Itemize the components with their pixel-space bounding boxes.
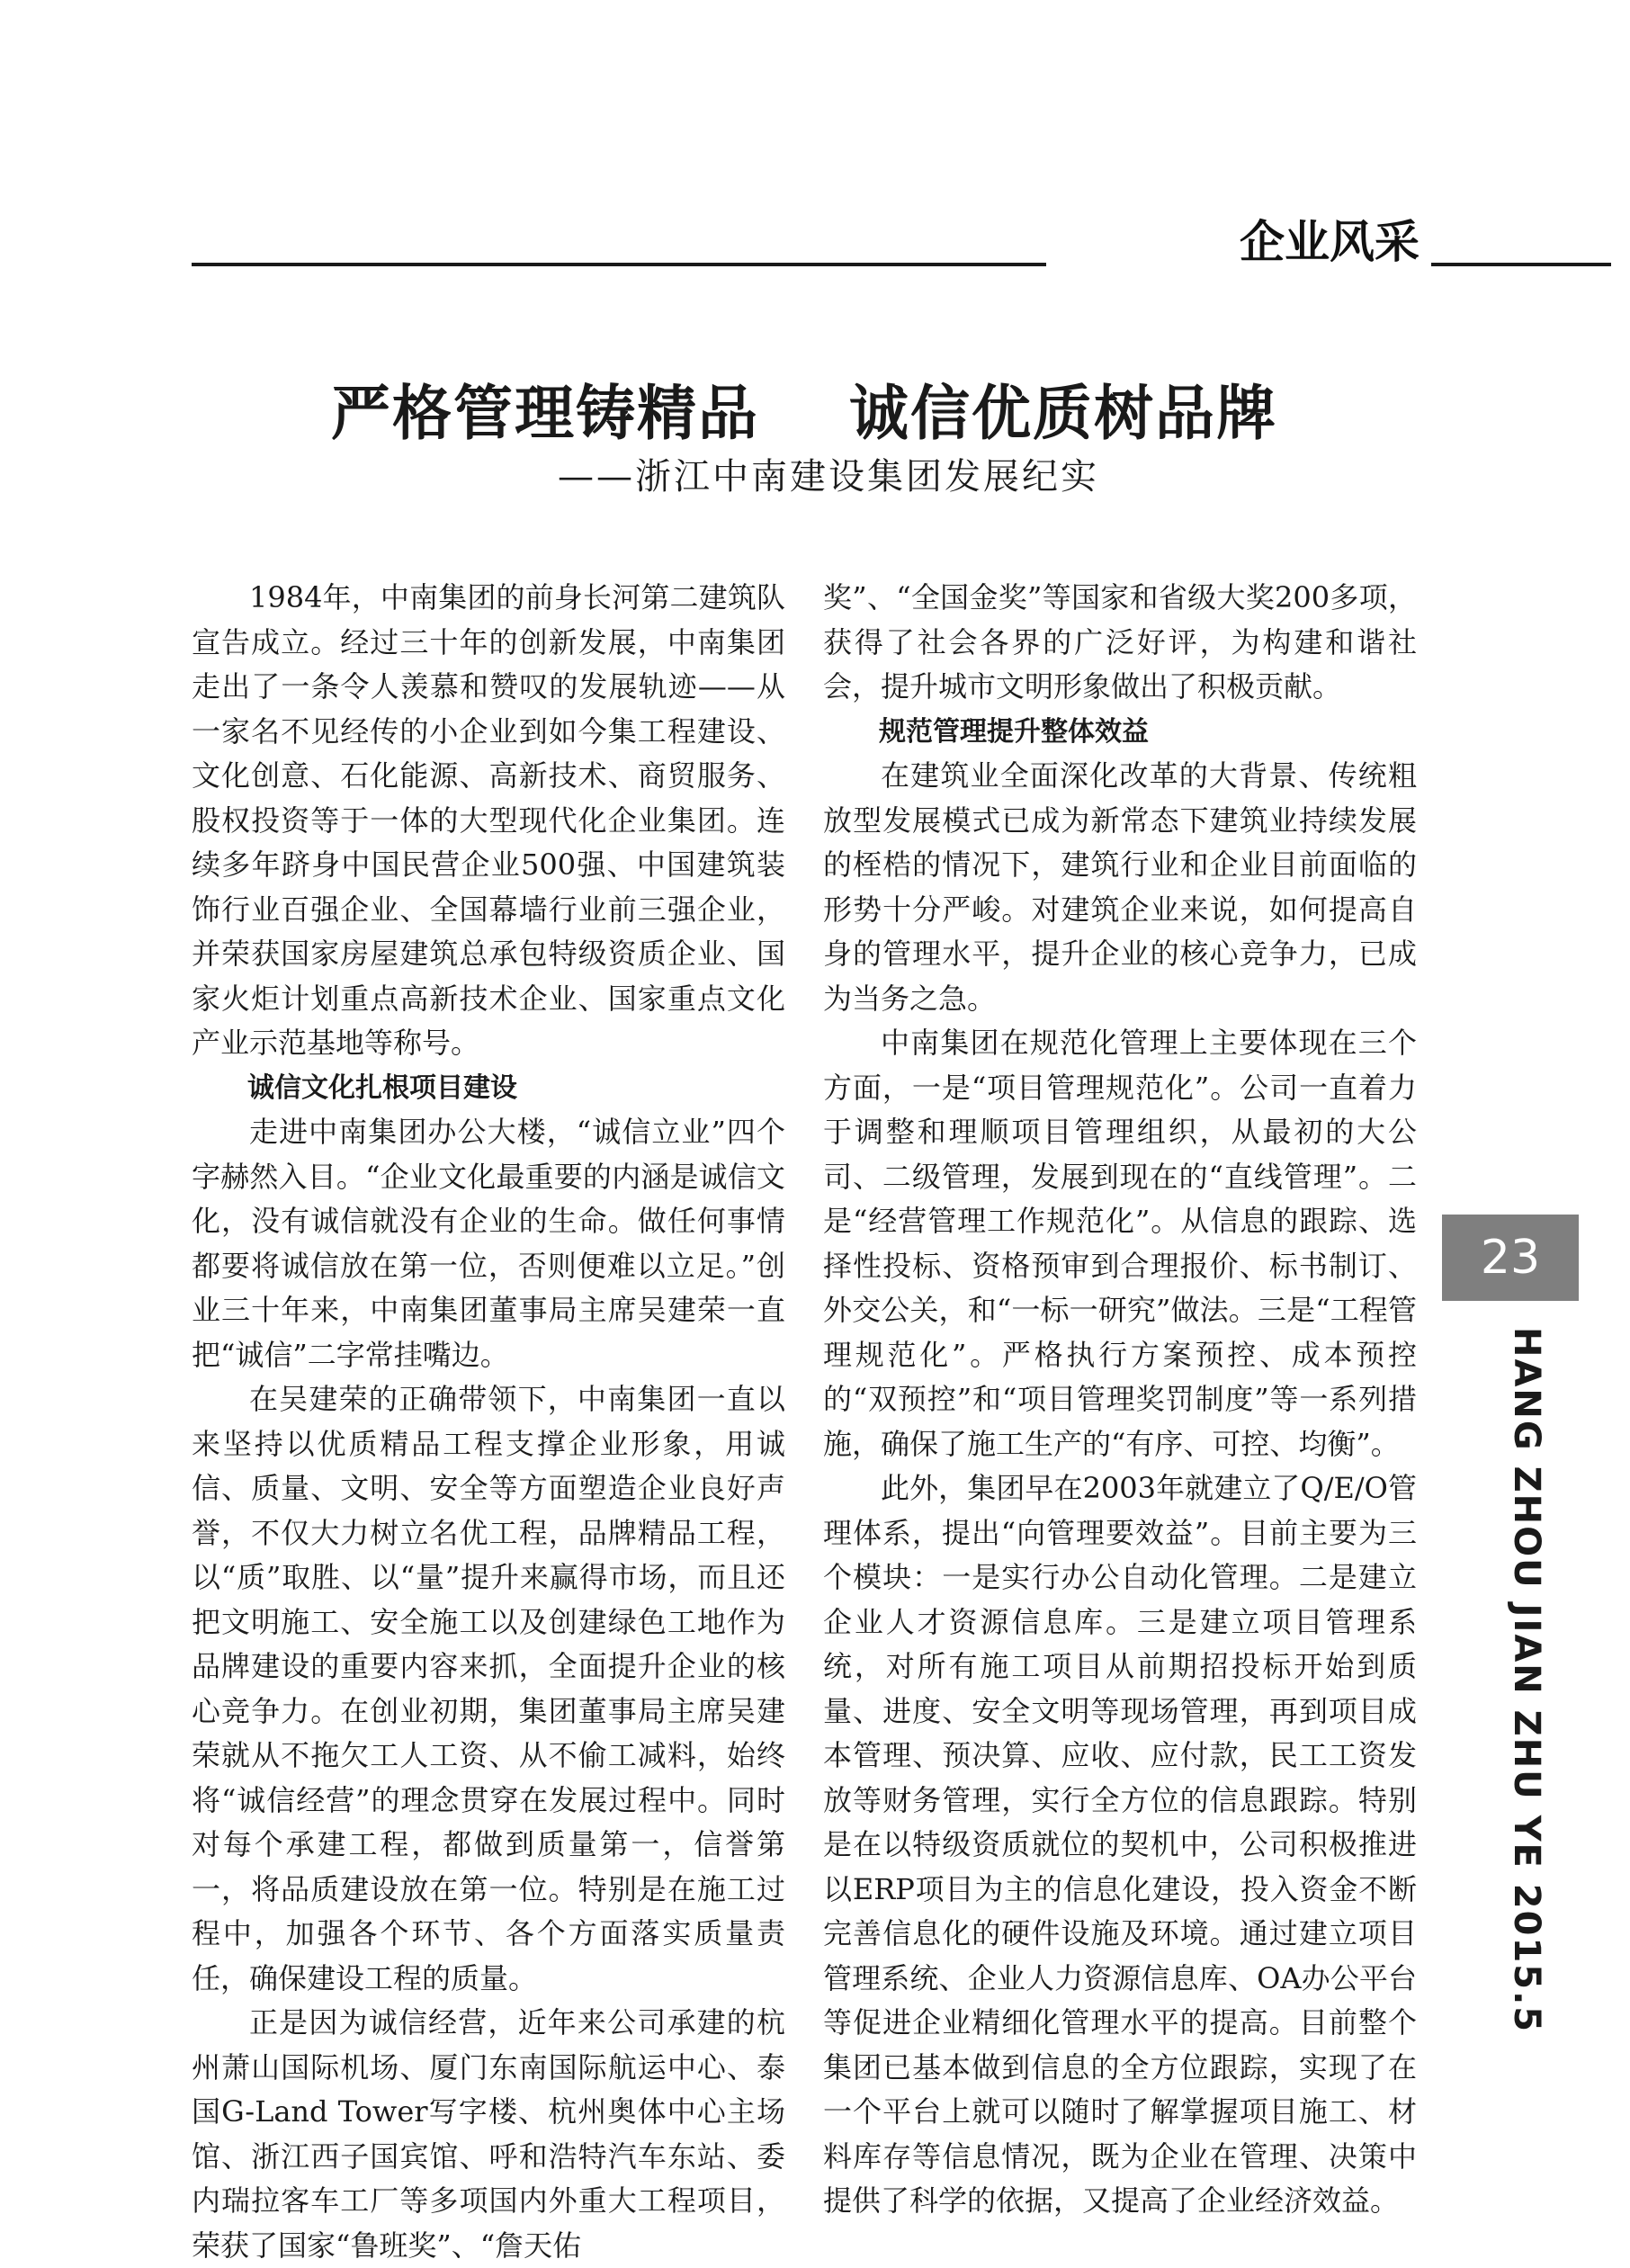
paragraph: 此外，集团早在2003年就建立了Q/E/O管理体系，提出“向管理要效益”。目前主要为三个模块：一是实行办公自动化管理。二是建立企业人才资源信息库。三是建立项目管理系统，对所有施工项目从前期招投标开始到质量、进度、安全文明等现场管理，再到项目成本管理、预决算、应收、应付款，民工工资发放等财务管理，实行全方位的信息跟踪。特别是在以特级资质就位的契机中，公司积极推进以ERP项目为主的信息化建设，投入资金不断完善信息化的硬件设施及环境。通过建立项目管理系统、企业人力资源信息库、OA办公平台等促进企业精细化管理水平的提高。目前整个集团已基本做到信息的全方位跟踪，实现了在一个平台上就可以随时了解掌握项目施工、材料库存等信息情况，既为企业在管理、决策中提供了科学的依据，又提高了企业经济效益。 xyxy=(823,1471,1417,2218)
header-rule-left xyxy=(192,263,1046,266)
section-title: 企业风采 xyxy=(1240,216,1420,268)
article-subtitle: ——浙江中南建设集团发展纪实 xyxy=(558,456,1099,498)
paragraph: 中南集团在规范化管理上主要体现在三个方面，一是“项目管理规范化”。公司一直着力于调整和理顺项目管理组织，从最初的大公司、二级管理，发展到现在的“直线管理”。二是“经营管理工作规范化”。从信息的跟踪、选择性投标、资格预审到合理报价、标书制订、外交公关，和“一标一研究”做法。三是“工程管理规范化”。严格执行方案预控、成本预控的“双预控”和“项目管理奖罚制度”等一系列措施，确保了施工生产的“有序、可控、均衡”。 xyxy=(823,1026,1417,1461)
article-title-part1: 严格管理铸精品 xyxy=(331,379,759,448)
right-column xyxy=(823,576,1417,2224)
paragraph: 在吴建荣的正确带领下，中南集团一直以来坚持以优质精品工程支撑企业形象，用诚信、质量、文明、安全等方面塑造企业良好声誉，不仅大力树立名优工程，品牌精品工程，以“质”取胜、以“量”提升来赢得市场，而且还把文明施工、安全施工以及创建绿色工地作为品牌建设的重要内容来抓，全面提升企业的核心竞争力。在创业初期，集团董事局主席吴建荣就从不拖欠工人工资、从不偷工减料，始终将“诚信经营”的理念贯穿在发展过程中。同时对每个承建工程，都做到质量第一，信誉第一，将品质建设放在第一位。特别是在施工过程中，加强各个环节、各个方面落实质量责任，确保建设工程的质量。 xyxy=(192,1382,785,1995)
paragraph-continued: 奖”、“全国金奖”等国家和省级大奖200多项，获得了社会各界的广泛好评，为构建和谐社会，提升城市文明形象做出了积极贡献。 xyxy=(823,580,1417,704)
header-rule-right xyxy=(1431,263,1611,266)
paragraph: 1984年，中南集团的前身长河第二建筑队宣告成立。经过三十年的创新发展，中南集团走出了一条令人羡慕和赞叹的发展轨迹——从一家名不见经传的小企业到如今集工程建设、文化创意、石化能源、高新技术、商贸服务、股权投资等于一体的大型现代化企业集团。连续多年跻身中国民营企业500强、中国建筑装饰行业百强企业、全国幕墙行业前三强企业，并荣获国家房屋建筑总承包特级资质企业、国家火炬计划重点高新技术企业、国家重点文化产业示范基地等称号。 xyxy=(192,580,785,1060)
section-header xyxy=(192,205,1420,268)
paragraph: 走进中南集团办公大楼，“诚信立业”四个字赫然入目。“企业文化最重要的内涵是诚信文化，没有诚信就没有企业的生命。做任何事情都要将诚信放在第一位，否则便难以立足。”创业三十年来，中南集团董事局主席吴建荣一直把“诚信”二字常挂嘴边。 xyxy=(192,1115,785,1372)
paragraph: 正是因为诚信经营，近年来公司承建的杭州萧山国际机场、厦门东南国际航运中心、泰国G-Land Tower写字楼、杭州奥体中心主场馆、浙江西子国宾馆、呼和浩特汽车东站、委内瑞拉客车工厂等多项国内外重大工程项目，荣获了国家“鲁班奖”、“詹天佑 xyxy=(192,2005,785,2263)
paragraph: 在建筑业全面深化改革的大背景、传统粗放型发展模式已成为新常态下建筑业持续发展的桎梏的情况下，建筑行业和企业目前面临的形势十分严峻。对建筑企业来说，如何提高自身的管理水平，提升企业的核心竞争力，已成为当务之急。 xyxy=(823,758,1417,1016)
section-heading: 规范管理提升整体效益 xyxy=(879,715,1149,748)
page-number: 23 xyxy=(1480,1231,1541,1285)
section-heading: 诚信文化扎根项目建设 xyxy=(247,1071,517,1104)
left-column xyxy=(192,576,785,2268)
journal-name-vertical: HANG ZHOU JIAN ZHU YE 2015.5 xyxy=(1506,1327,1547,2034)
article-title-part2: 诚信优质树品牌 xyxy=(849,379,1277,448)
article-title xyxy=(192,378,1417,450)
